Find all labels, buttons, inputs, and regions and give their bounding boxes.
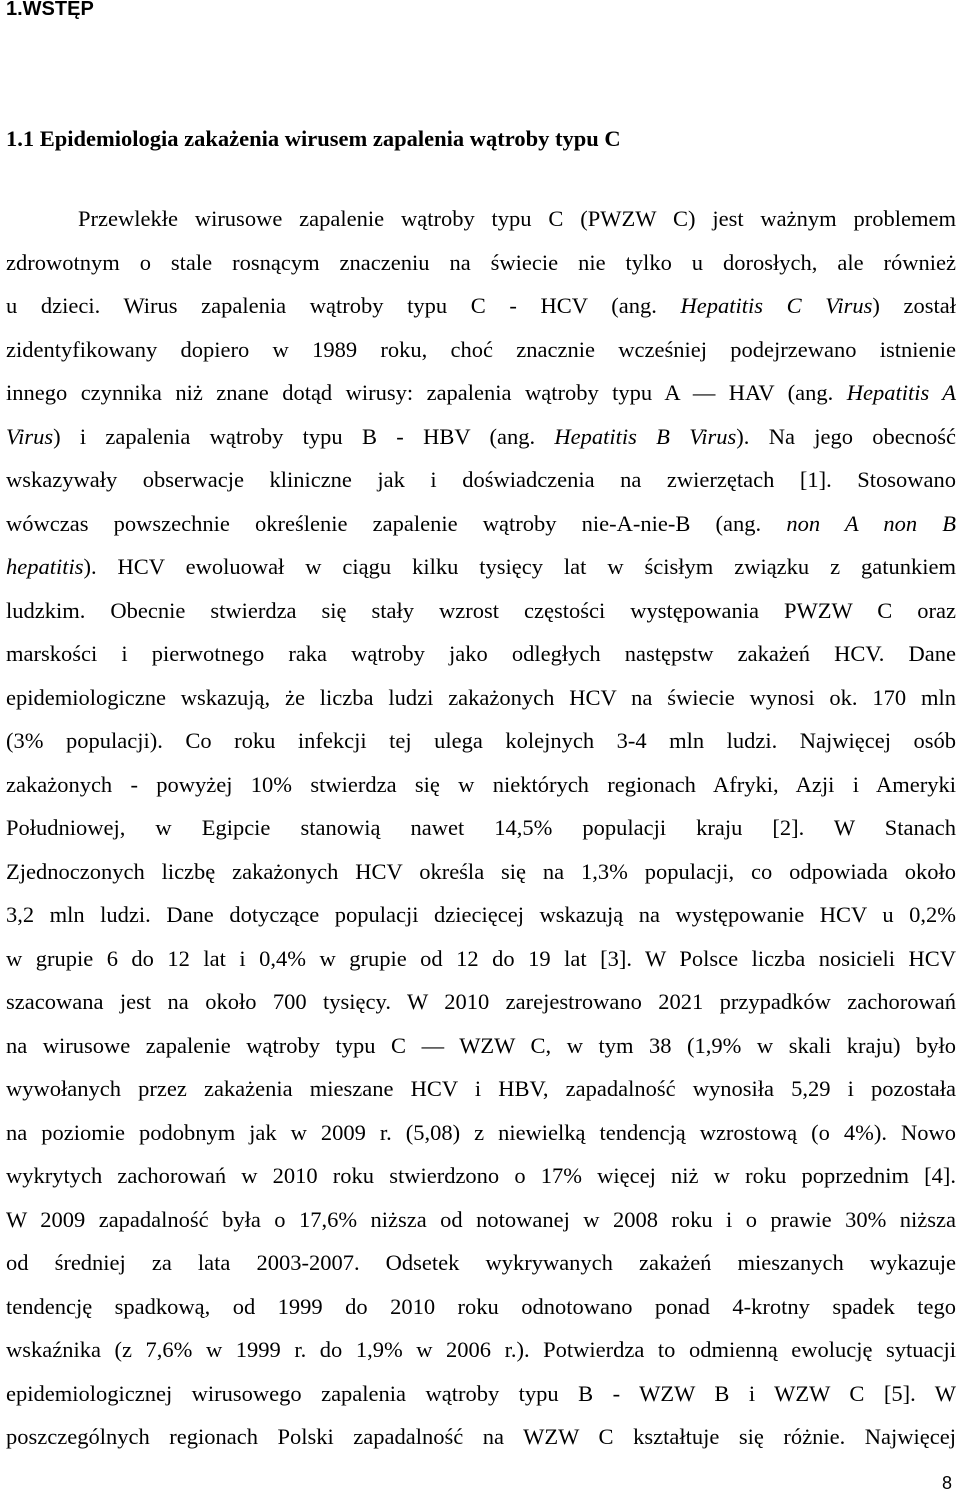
text-run: szacowana jest na około 700 tysięcy. W 2010 zarejestrowano 2021 przypadków zachorowań xyxy=(6,989,956,1014)
paragraph-line xyxy=(6,850,956,894)
paragraph-line xyxy=(6,937,956,981)
text-run: tendencję spadkową, od 1999 do 2010 roku odnotowano ponad 4-krotny spadek tego xyxy=(6,1293,956,1319)
italic-text-run: hepatitis xyxy=(6,554,84,579)
italic-text-run: Hepatitis C Virus xyxy=(680,293,873,318)
text-run: wówczas powszechnie określenie zapalenie wątroby nie-A-nie-B (ang. xyxy=(6,510,787,536)
page-number: 8 xyxy=(941,1473,952,1493)
italic-text-run: Virus xyxy=(6,423,54,449)
text-run: ) i zapalenia wątroby typu B - HBV (ang. xyxy=(53,423,555,449)
paragraph-line xyxy=(6,1198,956,1242)
paragraph-line xyxy=(6,980,956,1024)
text-run: zdrowotnym o stale rosnącym znaczeniu na świecie nie tylko u dorosłych, ale również xyxy=(6,249,956,275)
text-run: W 2009 zapadalność była o 17,6% niższa od notowanej w 2008 roku i o prawie 30% niższa xyxy=(6,1206,956,1232)
text-run: zidentyfikowany dopiero w 1989 roku, choć znacznie wcześniej podejrzewano istnienie xyxy=(6,336,956,362)
text-run: wskazywały obserwacje kliniczne jak i doświadczenia na zwierzętach [1]. Stosowano xyxy=(6,467,956,492)
text-run: wykrytych zachorowań w 2010 roku stwierdzono o 17% więcej niż w roku poprzednim [4]. xyxy=(6,1163,956,1188)
chapter-title: 1.WSTĘP xyxy=(6,0,94,20)
paragraph-line xyxy=(6,502,956,546)
paragraph-line xyxy=(6,241,956,285)
paragraph-line xyxy=(6,328,956,372)
paragraph-line xyxy=(6,806,956,850)
italic-text-run: Hepatitis A xyxy=(846,380,957,405)
italic-text-run: non A non B xyxy=(786,510,956,536)
section-title: 1.1 Epidemiologia zakażenia wirusem zapalenia wątroby typu C xyxy=(6,126,621,151)
text-run: u dzieci. Wirus zapalenia wątroby typu C - HCV (ang. xyxy=(6,293,681,318)
paragraph-line xyxy=(6,1285,956,1329)
paragraph-line xyxy=(6,284,956,328)
paragraph-line xyxy=(6,458,956,502)
paragraph-line xyxy=(6,676,956,720)
paragraph-line xyxy=(6,763,956,807)
italic-text-run: Hepatitis B Virus xyxy=(554,423,737,449)
text-run: (3% populacji). Co roku infekcji tej ulega kolejnych 3-4 mln ludzi. Najwięcej osób xyxy=(6,728,956,753)
text-run: ). HCV ewoluował w ciągu kilku tysięcy lat w ścisłym związku z gatunkiem xyxy=(83,554,956,579)
paragraph-line xyxy=(6,632,956,676)
text-run: innego czynnika niż znane dotąd wirusy: zapalenia wątroby typu A — HAV (ang. xyxy=(6,380,847,405)
text-run: na poziomie podobnym jak w 2009 r. (5,08) z niewielką tendencją wzrostową (o 4%). Nowo xyxy=(6,1119,956,1145)
paragraph-line xyxy=(6,893,956,937)
text-run: ) został xyxy=(872,293,957,318)
paragraph-line xyxy=(6,1372,956,1416)
text-run: od średniej za lata 2003-2007. Odsetek wykrywanych zakażeń mieszanych wykazuje xyxy=(6,1250,956,1275)
text-run: w grupie 6 do 12 lat i 0,4% w grupie od 12 do 19 lat [3]. W Polsce liczba nosicieli HCV xyxy=(6,945,956,971)
text-run: wywołanych przez zakażenia mieszane HCV i HBV, zapadalność wynosiła 5,29 i pozostała xyxy=(6,1076,956,1101)
text-run: Południowej, w Egipcie stanowią nawet 14,5% populacji kraju [2]. W Stanach xyxy=(6,815,956,840)
body-paragraph xyxy=(6,197,956,1459)
paragraph-line xyxy=(6,719,956,763)
paragraph-line xyxy=(6,1328,956,1372)
text-run: ludzkim. Obecnie stwierdza się stały wzrost częstości występowania PWZW C oraz xyxy=(6,597,956,623)
paragraph-line xyxy=(6,1111,956,1155)
paragraph-line xyxy=(6,371,956,415)
text-run: wskaźnika (z 7,6% w 1999 r. do 1,9% w 2006 r.). Potwierdza to odmienną ewolucję sytuacji xyxy=(6,1337,956,1362)
text-run: marskości i pierwotnego raka wątroby jako odległych następstw zakażeń HCV. Dane xyxy=(6,641,956,666)
paragraph-line xyxy=(6,1241,956,1285)
text-run: epidemiologiczne wskazują, że liczba ludzi zakażonych HCV na świecie wynosi ok. 170 mln xyxy=(6,684,956,710)
text-run: Zjednoczonych liczbę zakażonych HCV określa się na 1,3% populacji, co odpowiada około xyxy=(6,858,956,884)
text-run: ). Na jego obecność xyxy=(736,423,956,449)
text-run: Przewlekłe wirusowe zapalenie wątroby typu C (PWZW C) jest ważnym problemem xyxy=(78,206,956,231)
paragraph-line xyxy=(6,1415,956,1459)
text-run: poszczególnych regionach Polski zapadalność na WZW C kształtuje się różnie. Najwięcej xyxy=(6,1424,956,1449)
text-run: zakażonych - powyżej 10% stwierdza się w niektórych regionach Afryki, Azji i Ameryki xyxy=(6,771,956,797)
paragraph-line xyxy=(6,1024,956,1068)
paragraph-line xyxy=(6,197,956,241)
paragraph-line xyxy=(6,1154,956,1198)
text-run: epidemiologicznej wirusowego zapalenia wątroby typu B - WZW B i WZW C [5]. W xyxy=(6,1380,956,1406)
paragraph-line xyxy=(6,589,956,633)
paragraph-line xyxy=(6,1067,956,1111)
text-run: 3,2 mln ludzi. Dane dotyczące populacji dziecięcej wskazują na występowanie HCV u 0,2% xyxy=(6,902,956,927)
paragraph-line xyxy=(6,415,956,459)
text-run: na wirusowe zapalenie wątroby typu C — WZW C, w tym 38 (1,9% w skali kraju) było xyxy=(6,1032,956,1058)
paragraph-line xyxy=(6,545,956,589)
